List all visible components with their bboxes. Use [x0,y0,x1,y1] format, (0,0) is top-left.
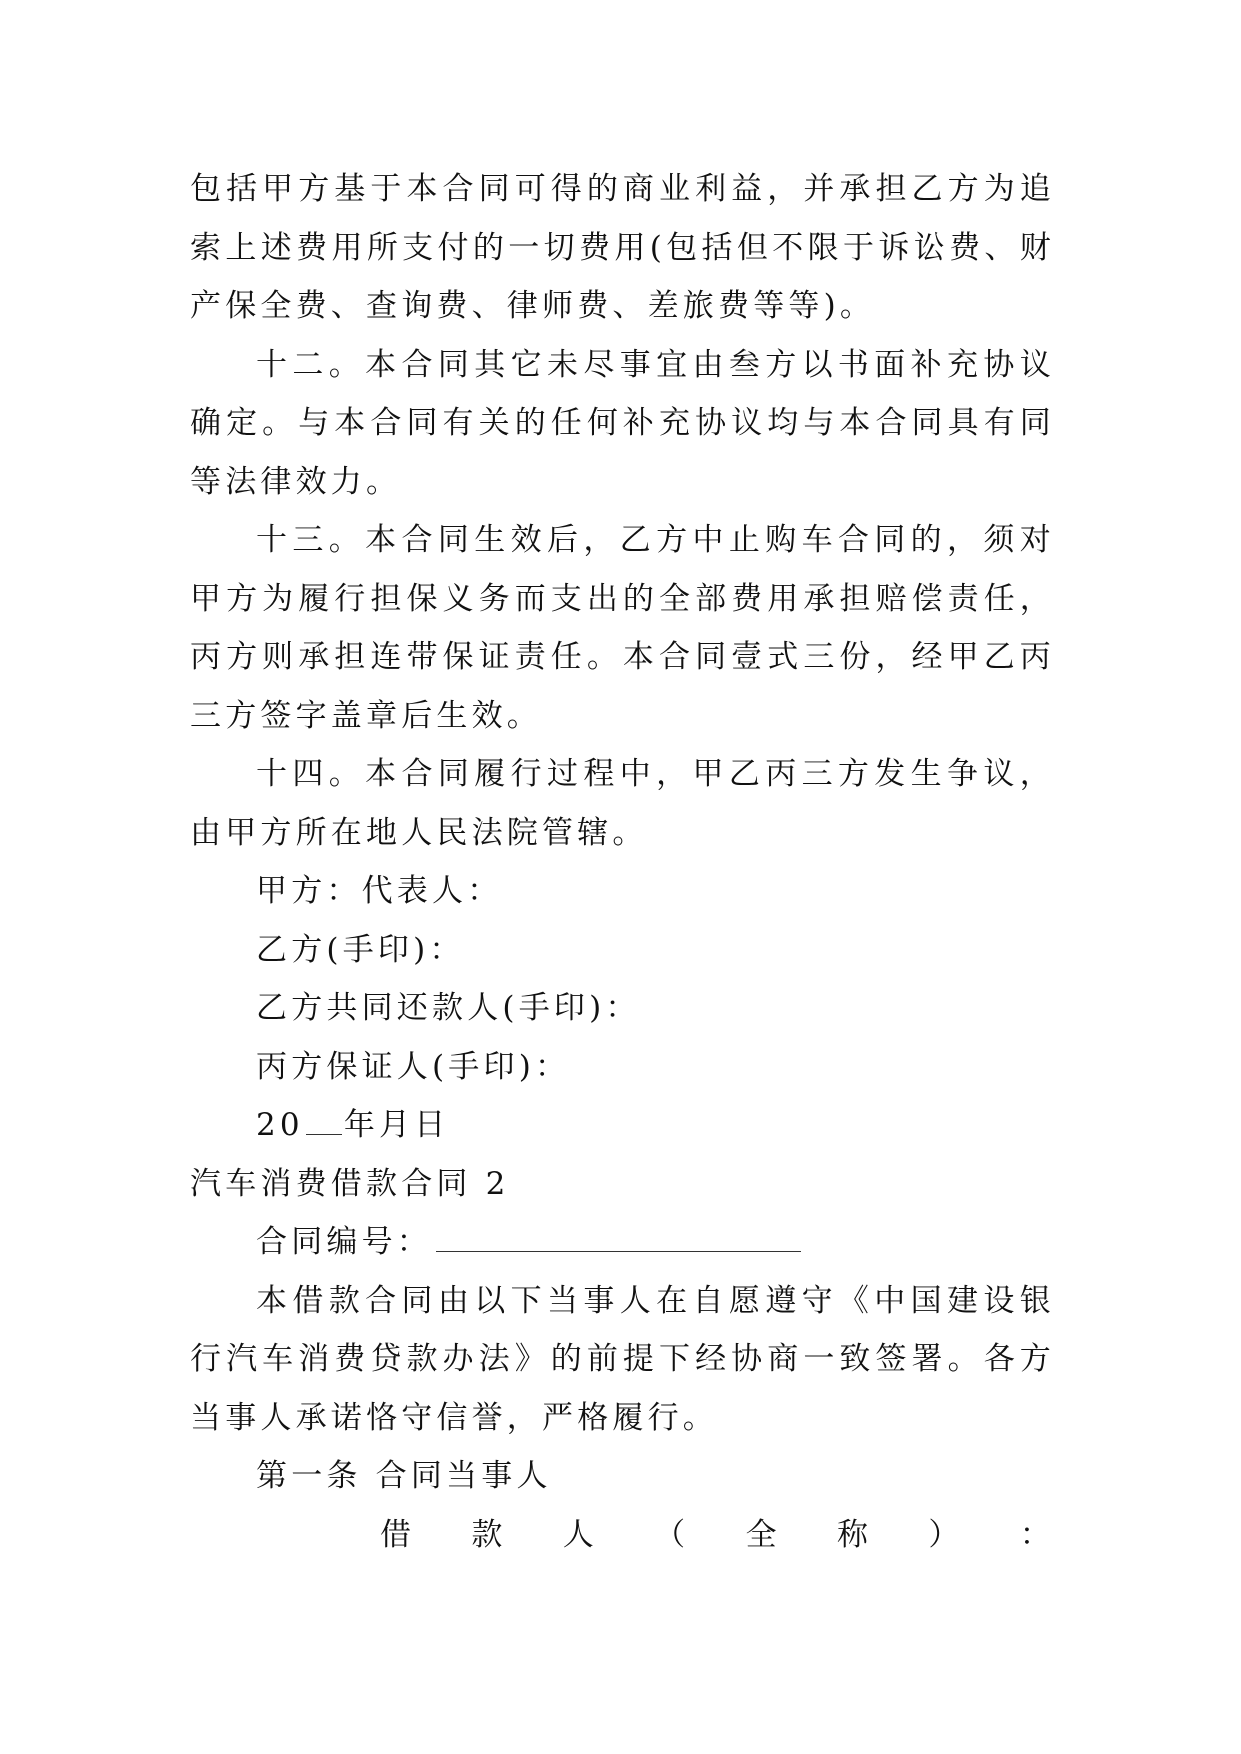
paragraph-article-13: 十三。本合同生效后，乙方中止购车合同的，须对甲方为履行担保义务而支出的全部费用承担赔偿责任，丙方则承担连带保证责任。本合同壹式三份，经甲乙丙三方签字盖章后生效。 [190,522,1055,734]
signature-party-b: 乙方(手印)： [256,931,465,968]
paragraph-compensation: 包括甲方基于本合同可得的商业利益，并承担乙方为追索上述费用所支付的一切费用(包括但不限于诉讼费、财产保全费、查询费、律师费、差旅费等等)。 [190,171,1055,324]
borrower-char: ） [928,1516,964,1553]
contract-2-title: 汽车消费借款合同 2 [190,1165,510,1202]
paragraph-article-12: 十二。本合同其它未尽事宜由叁方以书面补充协议确定。与本合同有关的任何补充协议均与本合同具有同等法律效力。 [190,346,1055,500]
date-year-prefix: 20 [256,1107,304,1143]
borrower-full-name-line [190,1506,1055,1565]
signature-co-borrower: 乙方共同还款人(手印)： [256,990,641,1026]
contract-2-intro: 本借款合同由以下当事人在自愿遵守《中国建设银行汽车消费贷款办法》的前提下经协商一致签署。各方当事人承诺恪守信誉，严格履行。 [190,1282,1055,1436]
borrower-char: 称 [836,1516,873,1553]
document-body [190,160,1055,1564]
article-1-heading: 第一条 合同当事人 [256,1458,552,1494]
borrower-char: （ [654,1516,690,1553]
borrower-char: ： [1019,1516,1055,1553]
date-suffix: 年月日 [343,1107,450,1143]
borrower-char: 款 [471,1516,507,1553]
borrower-char: 借 [380,1516,416,1553]
signature-date [190,1096,1055,1155]
contract-number-label: 合同编号： [256,1224,432,1260]
borrower-char: 全 [745,1516,781,1553]
date-year-blank [306,1110,342,1135]
signature-guarantor: 丙方保证人(手印)： [256,1048,571,1085]
paragraph-article-14: 十四。本合同履行过程中，甲乙丙三方发生争议，由甲方所在地人民法院管辖。 [190,756,1055,851]
borrower-char: 人 [562,1516,598,1553]
contract-number-blank [436,1227,801,1252]
signature-party-a: 甲方：代表人： [256,873,503,909]
contract-number-line [190,1213,1055,1272]
